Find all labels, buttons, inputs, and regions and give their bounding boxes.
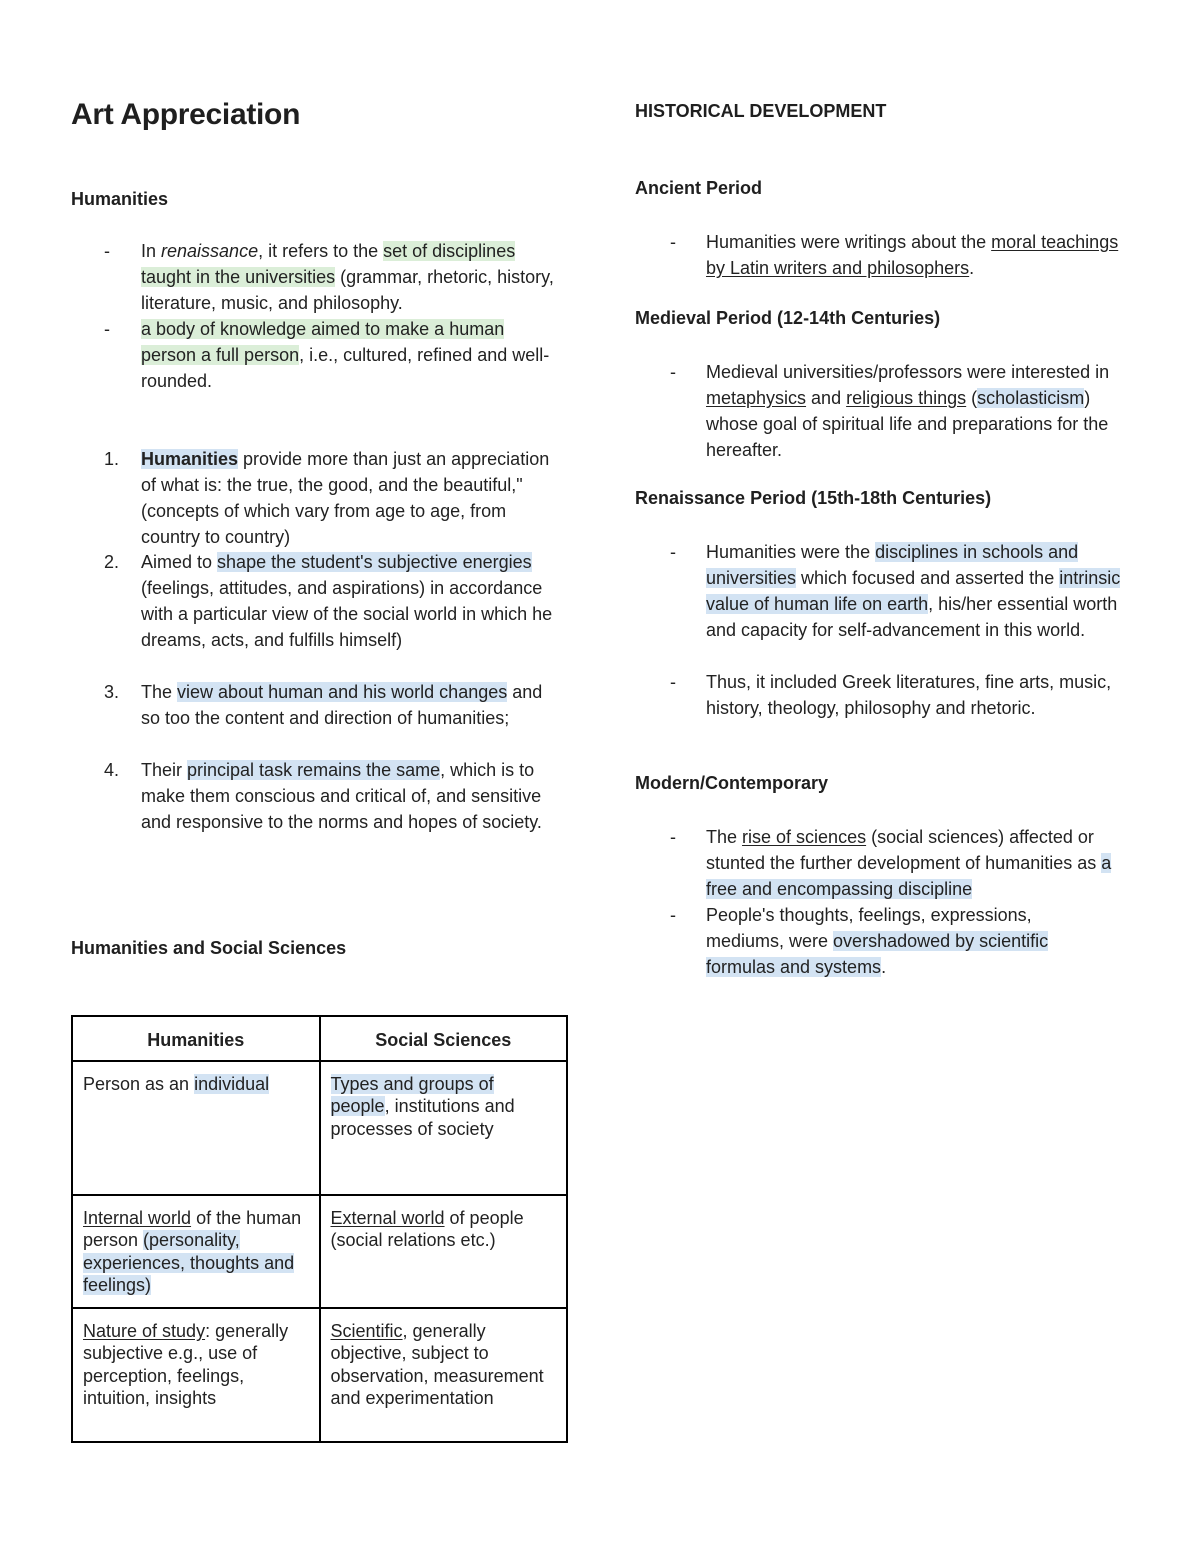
highlight-text: view about human and his world changes [177, 682, 508, 702]
text: and [806, 388, 847, 408]
highlight-text: shape the student's subjective energies [217, 552, 532, 572]
table-cell [72, 1308, 320, 1442]
underlined-text: religious things [846, 388, 967, 408]
renaissance-item-1 [706, 539, 1121, 643]
text: Humanities were writings about the [706, 232, 992, 252]
highlight-text: principal task remains the same [187, 760, 441, 780]
text: , his/her essential worth and capacity for self-advancement in this world. [706, 594, 1118, 640]
humanities-heading: Humanities [71, 189, 169, 209]
text: Person as an [83, 1073, 195, 1094]
medieval-period-heading: Medieval Period (12-14th Centuries) [635, 308, 941, 328]
modern-period-heading: Modern/Contemporary [635, 773, 829, 793]
dash-marker: - [670, 232, 676, 252]
emphasis-text: renaissance [161, 241, 259, 261]
text: , institutions and processes of society [330, 1096, 515, 1139]
text: . [881, 957, 887, 977]
text: Aimed to [141, 552, 218, 572]
hss-heading: Humanities and Social Sciences [71, 938, 347, 958]
text: Humanities were the [706, 542, 876, 562]
numbered-item-2 [141, 549, 561, 653]
table-cell [320, 1195, 568, 1308]
text: of people (social relations etc.) [330, 1207, 524, 1250]
text: The [141, 682, 178, 702]
ancient-item [706, 229, 1136, 281]
ancient-period-heading: Ancient Period [635, 178, 763, 198]
text: provide more than just an appreciation of what is: the true, the good, and the beautiful," (concepts of which vary from age to age, from country to country) [141, 449, 550, 547]
dash-marker: - [670, 827, 676, 847]
text: , which is to make them conscious and critical of, and sensitive and responsive to the norms and hopes of society. [141, 760, 542, 832]
underlined-text: Nature of study [83, 1320, 206, 1341]
underlined-text: Scientific [330, 1320, 403, 1341]
text: The [706, 827, 743, 847]
highlight-text: a body of knowledge aimed to make a human person a full person [141, 319, 505, 365]
highlight-text: individual [194, 1073, 270, 1094]
dash-marker: - [670, 362, 676, 382]
highlight-text: Types and groups of people [330, 1073, 494, 1116]
text: ) whose goal of spiritual life and preparations for the hereafter. [706, 388, 1109, 460]
numbered-item-1 [141, 446, 561, 550]
highlight-text: Humanities [141, 449, 239, 469]
dash-marker: - [670, 905, 676, 925]
underlined-text: External world [330, 1207, 445, 1228]
number-marker: 2. [104, 552, 120, 572]
dash-marker: - [104, 319, 110, 339]
comparison-table [71, 1015, 568, 1443]
text: of the human person [83, 1207, 302, 1250]
table-header-row [72, 1016, 567, 1061]
text: which focused and asserted the [796, 568, 1060, 588]
underlined-text: metaphysics [706, 388, 807, 408]
text: ( [966, 388, 978, 408]
table-row [72, 1061, 567, 1195]
table-cell [320, 1308, 568, 1442]
highlight-text: set of disciplines taught in the universities [141, 241, 516, 287]
text: (social sciences) affected or stunted the further development of humanities as [706, 827, 1102, 873]
text: (feelings, attitudes, and aspirations) in accordance with a particular view of the social world in which he dreams, acts, and fulfills himself) [141, 578, 553, 650]
numbered-item-4 [141, 757, 561, 835]
table-cell [320, 1061, 568, 1195]
highlight-text: scholasticism [977, 388, 1085, 408]
underlined-text: rise of sciences [742, 827, 867, 847]
highlight-text: disciplines in schools and universities [706, 542, 1079, 588]
underlined-text: moral teachings by Latin writers and philosophers [706, 232, 1119, 278]
renaissance-period-heading: Renaissance Period (15th-18th Centuries) [635, 488, 992, 508]
text: , i.e., cultured, refined and well-rounded. [141, 345, 550, 391]
modern-item-1 [706, 824, 1146, 902]
dash-marker: - [104, 241, 110, 261]
dash-item-body-of-knowledge [141, 316, 551, 394]
table-cell [72, 1195, 320, 1308]
text: People's thoughts, feelings, expressions, mediums, were [706, 905, 1032, 951]
renaissance-item-2: Thus, it included Greek literatures, fine arts, music, history, theology, philosophy and rhetoric. [706, 672, 1112, 718]
dash-marker: - [670, 542, 676, 562]
text: Their [141, 760, 188, 780]
historical-development-heading: HISTORICAL DEVELOPMENT [635, 101, 887, 121]
number-marker: 3. [104, 682, 120, 702]
text: and so too the content and direction of humanities; [141, 682, 543, 728]
highlight-text: intrinsic value of human life on earth [706, 568, 1121, 614]
number-marker: 4. [104, 760, 120, 780]
text: , it refers to the [258, 241, 384, 261]
modern-item-2 [706, 902, 1106, 980]
numbered-item-3 [141, 679, 561, 731]
highlight-text: a free and encompassing discipline [706, 853, 1112, 899]
dash-marker: - [670, 672, 676, 692]
document-title: Art Appreciation [71, 98, 301, 131]
table-cell [72, 1061, 320, 1195]
text: , generally objective, subject to observation, measurement and experimentation [330, 1320, 544, 1408]
number-marker: 1. [104, 449, 120, 469]
text: In [141, 241, 162, 261]
column-header: Social Sciences [320, 1016, 568, 1061]
medieval-item [706, 359, 1136, 463]
underlined-text: Internal world [83, 1207, 192, 1228]
table-row [72, 1195, 567, 1308]
text: Medieval universities/professors were interested in [706, 362, 1110, 382]
table-row [72, 1308, 567, 1442]
dash-item-renaissance [141, 238, 561, 316]
highlight-text: (personality, experiences, thoughts and feelings) [83, 1230, 295, 1295]
text: (grammar, rhetoric, history, literature, music, and philosophy. [141, 267, 554, 313]
column-header: Humanities [72, 1016, 320, 1061]
text: . [969, 258, 975, 278]
text: : generally subjective e.g., use of perception, feelings, intuition, insights [83, 1320, 289, 1408]
highlight-text: overshadowed by scientific formulas and systems [706, 931, 1049, 977]
